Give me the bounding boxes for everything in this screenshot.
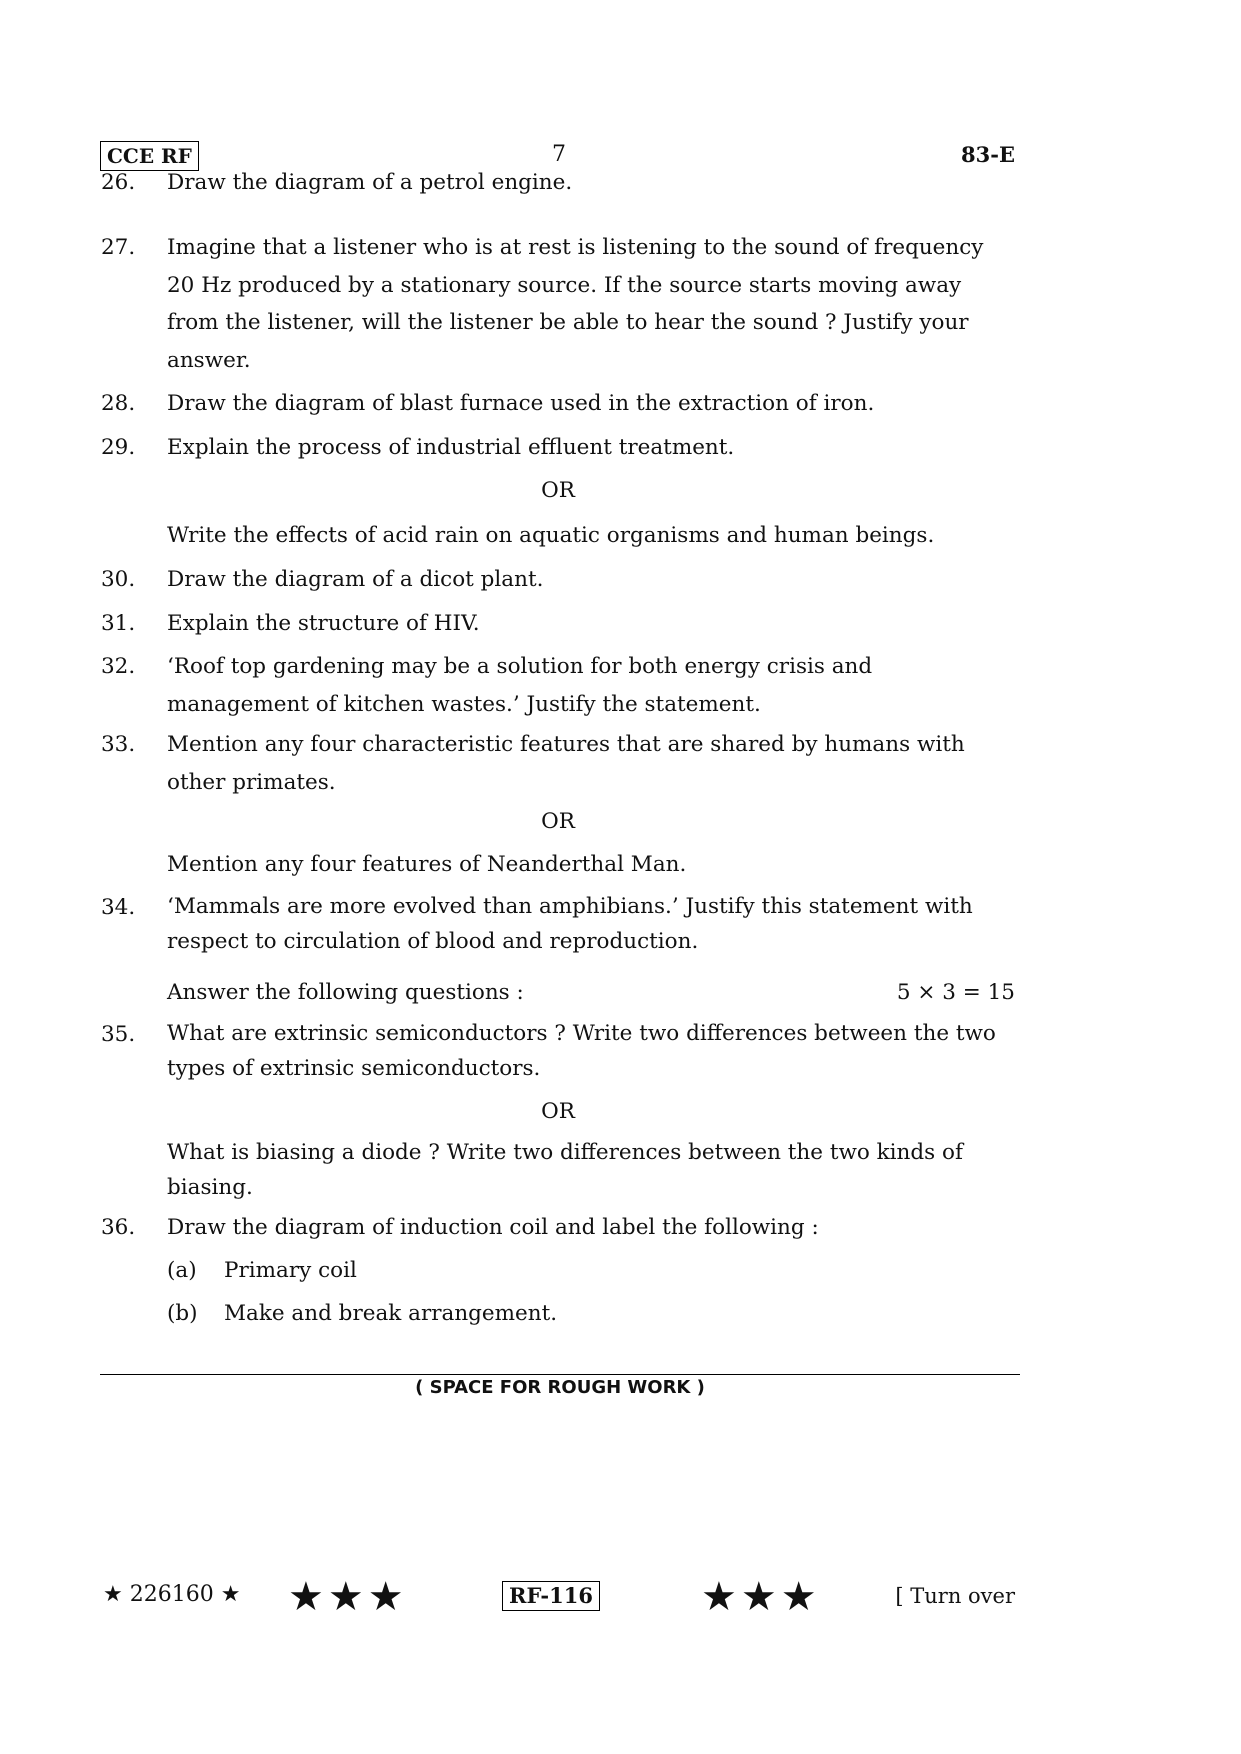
subpart-text: Primary coil	[224, 1258, 357, 1283]
subpart-text: Make and break arrangement.	[224, 1301, 558, 1326]
question-line: Explain the structure of HIV.	[167, 611, 480, 636]
question-text	[167, 648, 1015, 723]
question-31	[101, 605, 1015, 643]
question-36	[101, 1209, 1015, 1247]
question-text	[167, 726, 1015, 801]
or-divider: OR	[541, 809, 575, 834]
question-text	[167, 164, 1015, 202]
question-line: management of kitchen wastes.’ Justify the statement.	[167, 691, 761, 717]
question-line: ‘Mammals are more evolved than amphibians.’ Justify this statement with	[167, 894, 973, 919]
alternative-question	[101, 1135, 1015, 1211]
question-32	[101, 648, 1015, 724]
question-text	[167, 385, 1015, 423]
question-text	[167, 1209, 1015, 1247]
question-28	[101, 385, 1015, 423]
question-number: 31.	[101, 611, 136, 636]
question-text	[167, 889, 1015, 959]
section-marks: 5 × 3 = 15	[896, 980, 1015, 1005]
question-line: Imagine that a listener who is at rest is listening to the sound of frequency	[167, 235, 984, 260]
question-line: Draw the diagram of a petrol engine.	[167, 170, 573, 195]
question-number: 26.	[101, 170, 136, 195]
question-26	[101, 164, 1015, 202]
question-text	[167, 1135, 1015, 1205]
question-number: 34.	[101, 895, 136, 920]
or-divider: OR	[541, 478, 575, 503]
turn-over-note: [ Turn over	[895, 1584, 1015, 1608]
rough-work-label: ( SPACE FOR ROUGH WORK )	[415, 1377, 705, 1398]
question-line: ‘Roof top gardening may be a solution for both energy crisis and	[167, 654, 873, 679]
page-number: 7	[552, 142, 566, 167]
question-number: 35.	[101, 1022, 136, 1047]
question-number: 28.	[101, 391, 136, 416]
question-33	[101, 726, 1015, 802]
question-line: Mention any four characteristic features that are shared by humans with	[167, 732, 965, 757]
question-line: Explain the process of industrial effluent treatment.	[167, 435, 735, 460]
serial-number: ★ 226160 ★	[103, 1582, 241, 1607]
question-line: What is biasing a diode ? Write two differences between the two kinds of	[167, 1140, 963, 1165]
question-number: 36.	[101, 1215, 136, 1240]
question-number: 32.	[101, 654, 136, 679]
question-34	[101, 889, 1015, 965]
question-line: Draw the diagram of blast furnace used in the extraction of iron.	[167, 391, 875, 416]
question-text	[167, 561, 1015, 599]
paper-code: 83-E	[961, 142, 1015, 167]
header-code-box: CCE RF	[100, 141, 199, 171]
section-instruction: Answer the following questions :	[167, 980, 524, 1005]
subpart-label: (a)	[167, 1258, 197, 1283]
question-line: What are extrinsic semiconductors ? Write two differences between the two	[167, 1021, 996, 1046]
question-27	[101, 229, 1015, 379]
alternative-question: Write the effects of acid rain on aquatic organisms and human beings.	[167, 523, 935, 548]
question-line: Draw the diagram of a dicot plant.	[167, 567, 544, 592]
question-number: 27.	[101, 235, 136, 260]
question-line: 20 Hz produced by a stationary source. If the source starts moving away	[167, 272, 962, 298]
question-line: biasing.	[167, 1175, 253, 1200]
question-30	[101, 561, 1015, 599]
question-text	[167, 1016, 1015, 1086]
question-text	[167, 605, 1015, 643]
question-29	[101, 429, 1015, 467]
subpart-label: (b)	[167, 1301, 198, 1326]
footer-code-box: RF-116	[502, 1581, 600, 1611]
question-line: answer.	[167, 347, 251, 373]
question-line: types of extrinsic semiconductors.	[167, 1056, 541, 1081]
question-35	[101, 1016, 1015, 1092]
question-number: 30.	[101, 567, 136, 592]
or-divider: OR	[541, 1099, 575, 1124]
star-icon-group-left: ★★★	[288, 1574, 408, 1620]
question-line: respect to circulation of blood and reproduction.	[167, 929, 699, 954]
question-line: from the listener, will the listener be able to hear the sound ? Justify your	[167, 310, 969, 335]
question-line: Draw the diagram of induction coil and label the following :	[167, 1215, 819, 1240]
question-number: 33.	[101, 732, 136, 757]
question-text	[167, 429, 1015, 467]
question-number: 29.	[101, 435, 136, 460]
question-line: other primates.	[167, 769, 336, 795]
question-text	[167, 229, 1015, 379]
star-icon-group-right: ★★★	[701, 1574, 821, 1620]
alternative-question: Mention any four features of Neanderthal Man.	[167, 852, 687, 877]
